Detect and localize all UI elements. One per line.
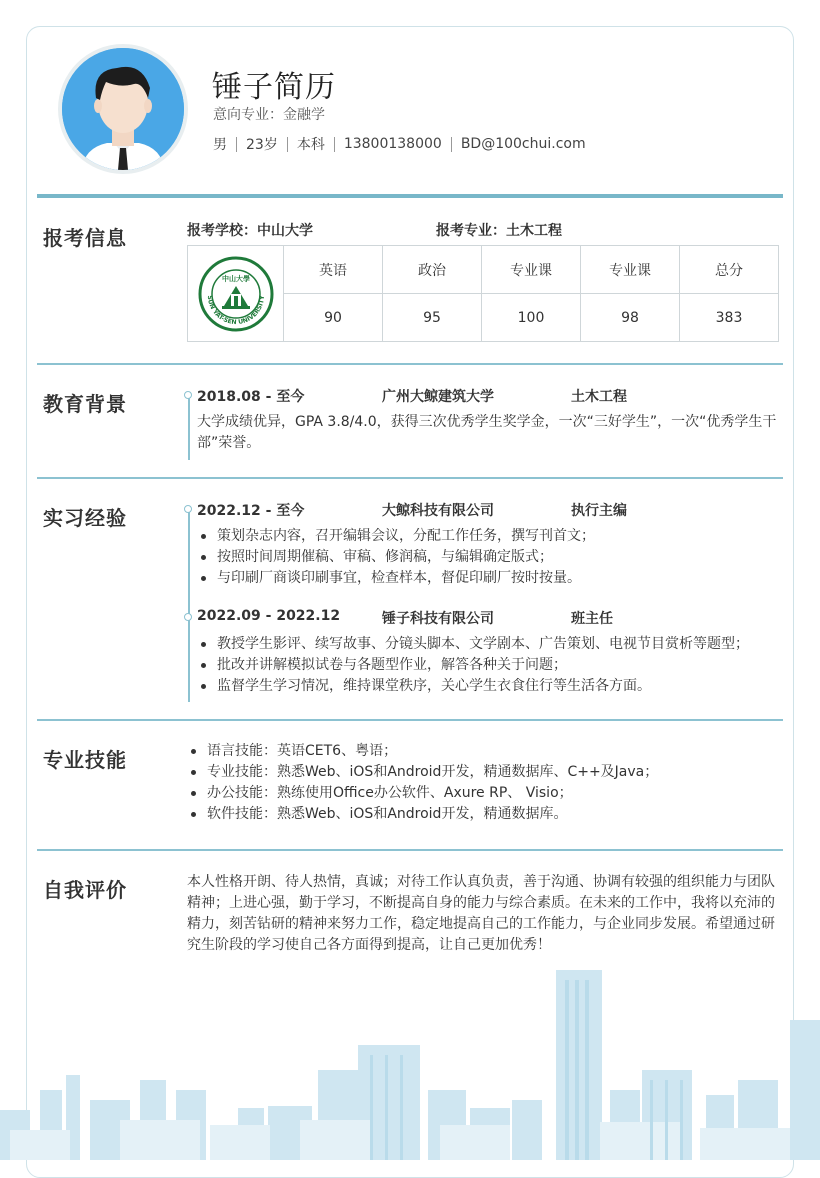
timeline-line xyxy=(188,508,190,702)
score-cell: 383 xyxy=(680,294,779,342)
job-date: 2022.12 - 至今 xyxy=(197,503,305,519)
job-date: 2022.09 - 2022.12 xyxy=(197,608,341,624)
phone: 13800138000 xyxy=(343,136,442,152)
list-item: 策划杂志内容，召开编辑会议，分配工作任务，撰写刊首文； xyxy=(197,526,595,547)
section-title-skills: 专业技能 xyxy=(43,748,127,772)
job-role: 班主任 xyxy=(571,611,613,627)
score-table xyxy=(187,245,779,342)
job-company: 锤子科技有限公司 xyxy=(382,611,494,627)
avatar-illustration xyxy=(62,48,184,170)
seal-ring-text: SUN YAT-SEN UNIVERSITY xyxy=(205,294,266,326)
list-item: 教授学生影评、续写故事、分镜头脚本、文学剧本、广告策划、电视节目赏析等题型； xyxy=(197,634,749,655)
list-item: 监督学生学习情况，维持课堂秩序，关心学生衣食住行等生活各方面。 xyxy=(197,676,749,697)
university-seal-icon xyxy=(198,256,274,332)
score-cell: 90 xyxy=(284,294,383,342)
col-header: 英语 xyxy=(284,246,383,294)
score-cell: 95 xyxy=(383,294,482,342)
text-line: 精神；上进心强，勤于学习，不断提高自身的能力与综合素质。在未来的工作中，我将以充沛的 xyxy=(187,895,775,911)
job-duties xyxy=(197,634,749,697)
score-cell: 100 xyxy=(482,294,581,342)
score-cell: 98 xyxy=(581,294,680,342)
section-divider xyxy=(37,719,783,721)
col-header: 政治 xyxy=(383,246,482,294)
timeline-line xyxy=(188,394,190,460)
text-line: 究生阶段的学习使自己各方面得到提高，让自己更加优秀！ xyxy=(187,937,551,953)
list-item: 按照时间周期催稿、审稿、修润稿，与编辑确定版式； xyxy=(197,547,595,568)
header-divider xyxy=(37,194,783,198)
timeline-dot xyxy=(184,505,192,513)
list-item: 语言技能：英语CET6、粤语； xyxy=(187,741,658,762)
section-title-exam: 报考信息 xyxy=(43,226,127,250)
section-divider xyxy=(37,477,783,479)
degree: 本科 xyxy=(296,137,325,153)
section-title-education: 教育背景 xyxy=(43,392,127,416)
target-major: 报考专业：土木工程 xyxy=(436,223,562,239)
gender: 男 xyxy=(213,137,227,153)
text-line: 本人性格开朗、待人热情，真诚；对待工作认真负责，善于沟通、协调有较强的组织能力与团队 xyxy=(187,874,775,890)
target-school: 报考学校：中山大学 xyxy=(187,223,313,239)
timeline-dot xyxy=(184,613,192,621)
col-header: 专业课 xyxy=(581,246,680,294)
col-header: 专业课 xyxy=(482,246,581,294)
job-role: 执行主编 xyxy=(571,503,627,519)
section-title-internship: 实习经验 xyxy=(43,506,127,530)
self-evaluation xyxy=(187,872,787,956)
education-date: 2018.08 - 至今 xyxy=(197,389,305,405)
contact-info xyxy=(213,134,586,154)
avatar xyxy=(58,44,188,174)
text-line: 精力，刻苦钻研的精神来努力工作，稳定地提高自己的工作能力，与企业同步发展。希望通过研 xyxy=(187,916,775,932)
list-item: 批改并讲解模拟试卷与各题型作业，解答各种关于问题； xyxy=(197,655,749,676)
section-divider xyxy=(37,363,783,365)
email: BD@100chui.com xyxy=(460,136,586,152)
list-item: 软件技能：熟悉Web、iOS和Android开发，精通数据库。 xyxy=(187,804,658,825)
city-skyline-decoration xyxy=(0,960,820,1160)
resume-name: 锤子简历 xyxy=(212,70,336,105)
skills-list xyxy=(187,741,658,825)
section-divider xyxy=(37,849,783,851)
list-item: 专业技能：熟悉Web、iOS和Android开发，精通数据库、C++及Java； xyxy=(187,762,658,783)
university-logo-cell xyxy=(188,246,284,342)
list-item: 办公技能：熟练使用Office办公软件、Axure RP、 Visio； xyxy=(187,783,658,804)
age: 23岁 xyxy=(246,137,278,153)
job-company: 大鲸科技有限公司 xyxy=(382,503,494,519)
intended-major: 意向专业：金融学 xyxy=(213,107,325,123)
section-title-self: 自我评价 xyxy=(43,878,127,902)
list-item: 与印刷厂商谈印刷事宜，检查样本，督促印刷厂按时按量。 xyxy=(197,568,595,589)
education-school: 广州大鲸建筑大学 xyxy=(382,389,494,405)
education-major: 土木工程 xyxy=(571,389,627,405)
col-header: 总分 xyxy=(680,246,779,294)
seal-top-text: 中山大學 xyxy=(221,274,250,283)
job-duties xyxy=(197,526,595,589)
education-description: 大学成绩优异，GPA 3.8/4.0，获得三次优秀学生奖学金，一次“三好学生”，一次“优秀学生干部”荣誉。 xyxy=(197,414,777,451)
timeline-dot xyxy=(184,391,192,399)
